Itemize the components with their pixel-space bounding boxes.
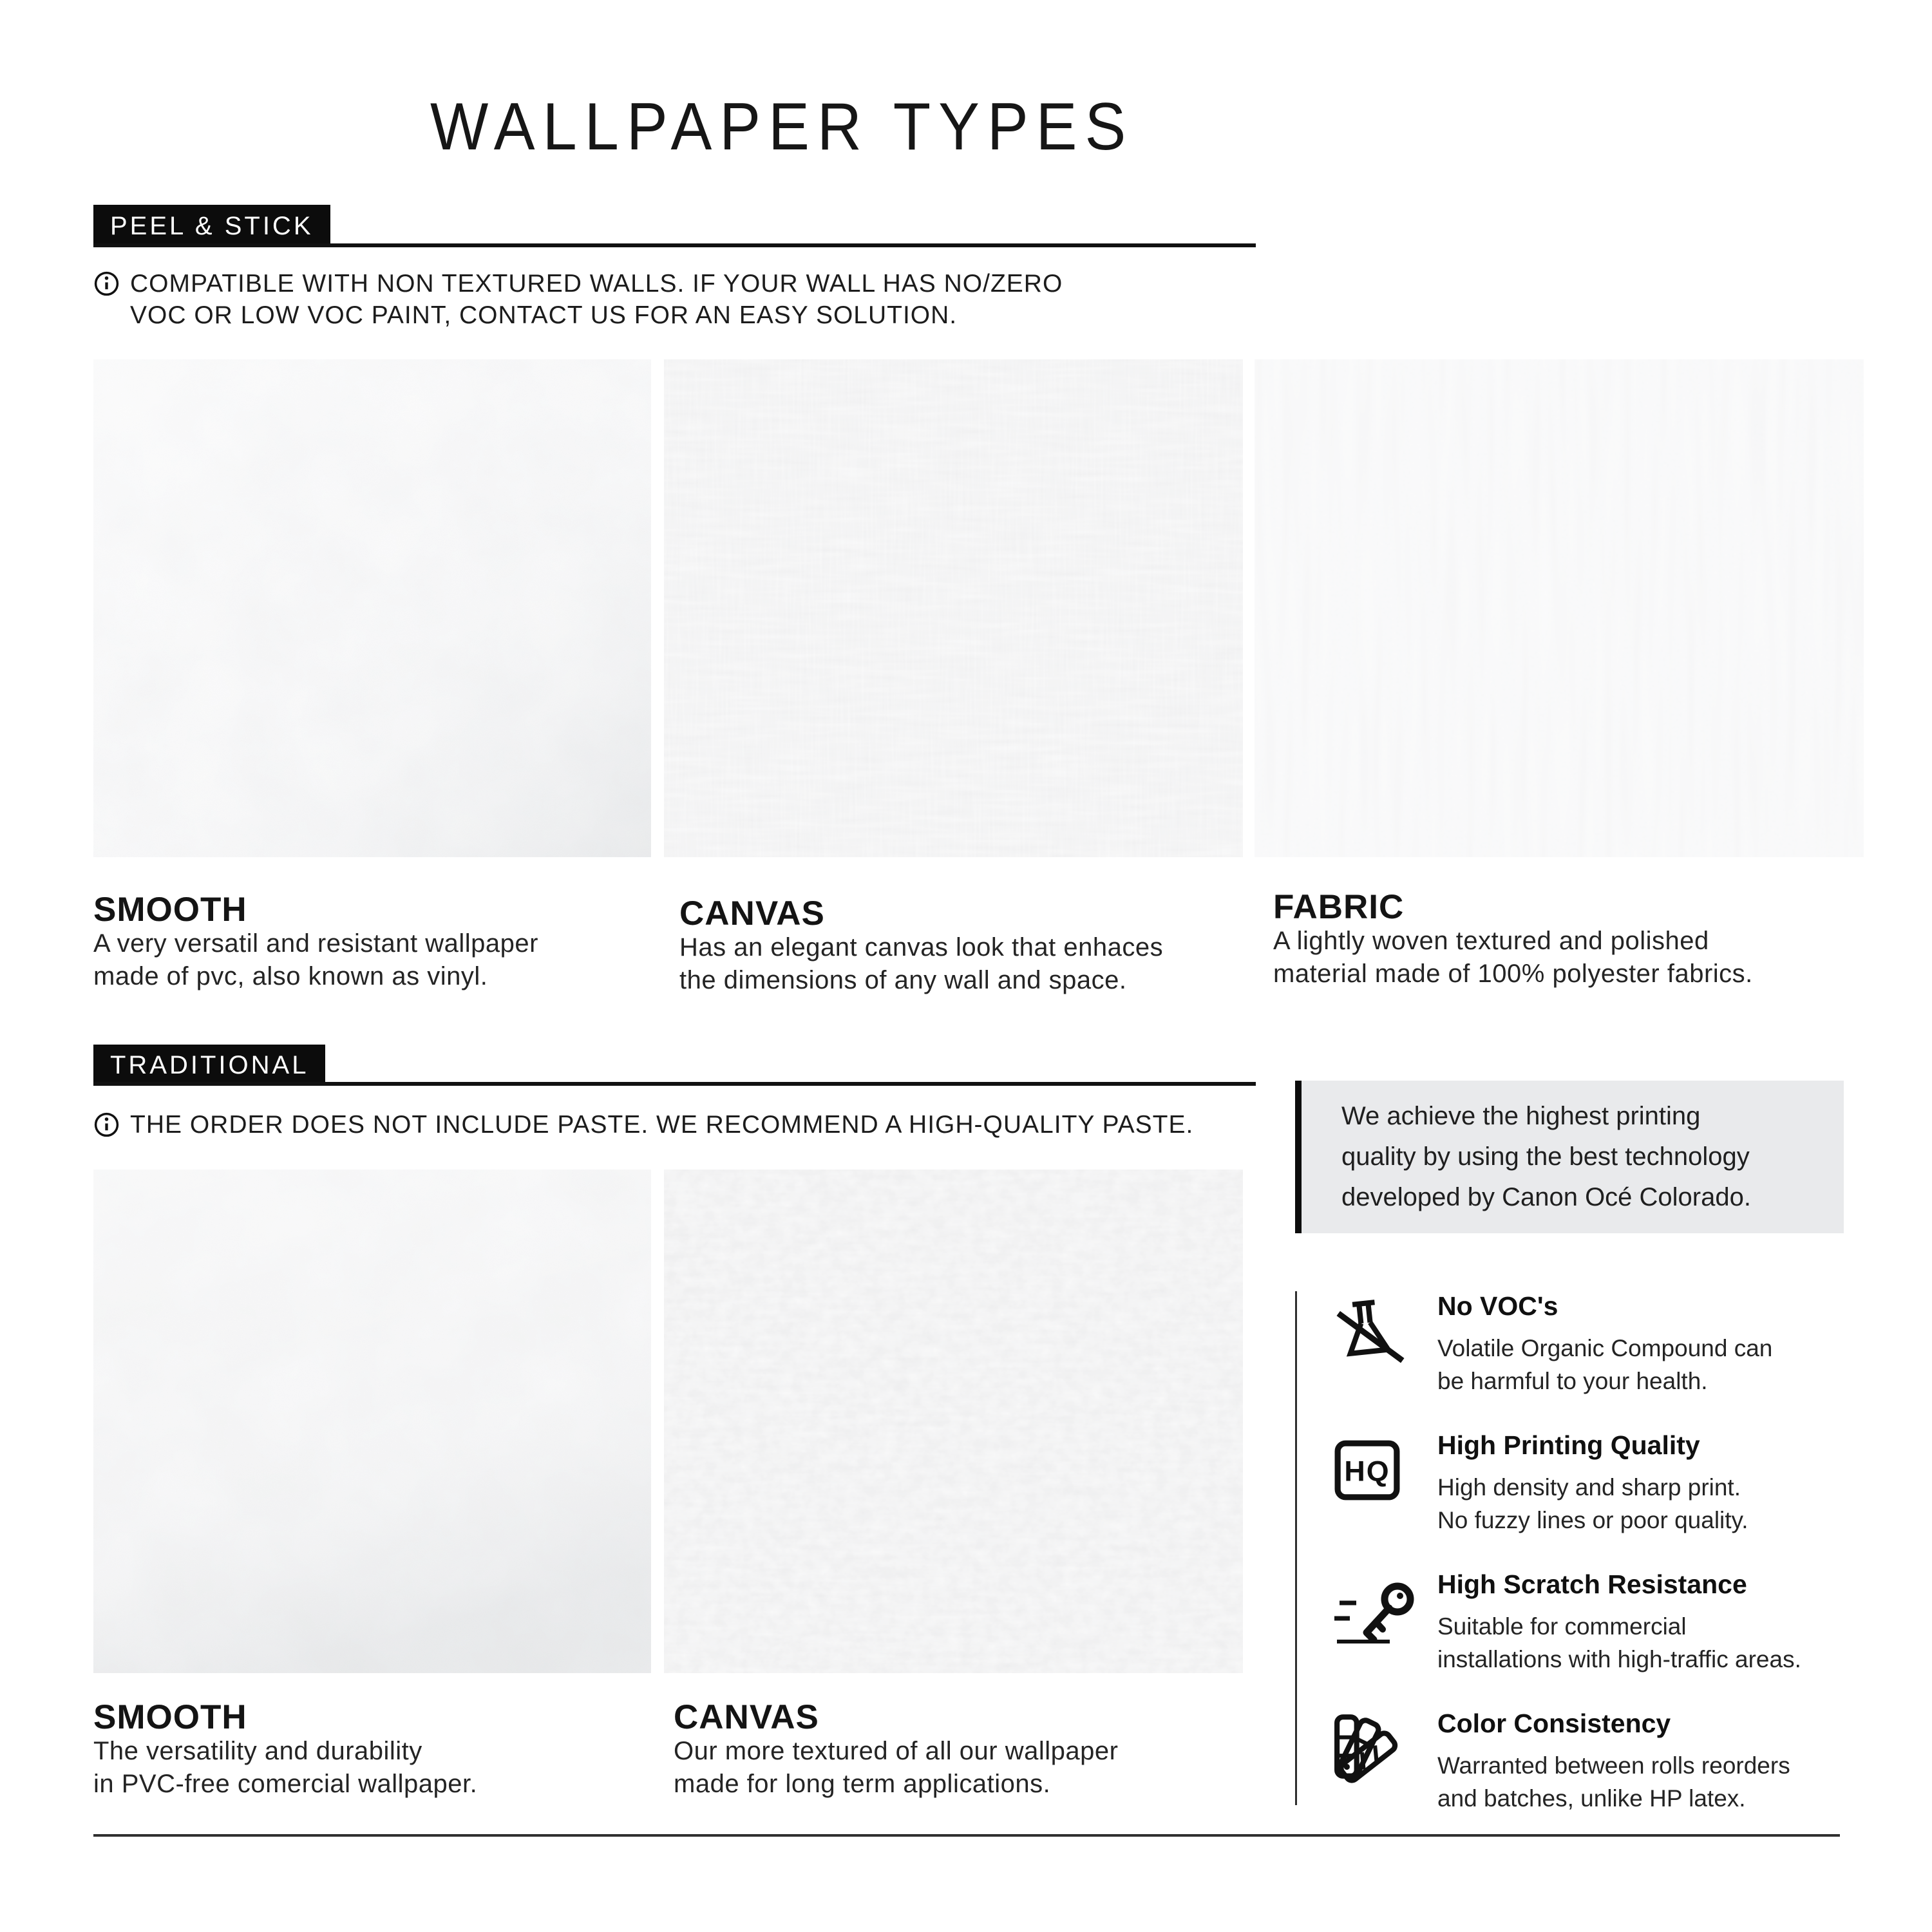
feature-high-scratch-resistance — [1333, 1569, 1801, 1676]
swatch-description-line: made of pvc, also known as vinyl. — [93, 962, 488, 990]
quality-line: quality by using the best technology — [1341, 1142, 1750, 1171]
swatch-title-canvas: CANVAS — [679, 895, 825, 933]
page-title: WALLPAPER TYPES — [430, 90, 1134, 164]
feature-no-voc — [1333, 1291, 1772, 1397]
swatch-title-smooth: SMOOTH — [93, 891, 247, 929]
swatch-description-line: Our more textured of all our wallpaper — [674, 1737, 1119, 1765]
section-rule-peel-stick — [93, 243, 1256, 247]
swatch-description-line: the dimensions of any wall and space. — [679, 966, 1127, 994]
feature-text — [1437, 1709, 1790, 1815]
swatch-image-peel-stick-fabric — [1255, 359, 1864, 857]
note-text — [130, 1109, 1193, 1146]
feature-description-line: installations with high-traffic areas. — [1437, 1646, 1801, 1672]
quality-line: developed by Canon Océ Colorado. — [1341, 1183, 1751, 1211]
color-swatches-icon — [1333, 1709, 1410, 1788]
swatch-description — [1273, 925, 1753, 990]
swatch-title-fabric: FABRIC — [1273, 888, 1405, 926]
feature-description-line: be harmful to your health. — [1437, 1368, 1708, 1394]
feature-high-printing-quality — [1333, 1430, 1748, 1537]
swatch-description — [93, 927, 538, 993]
feature-description-line: Warranted between rolls reorders — [1437, 1752, 1790, 1779]
feature-title: High Printing Quality — [1437, 1430, 1700, 1460]
feature-description-line: No fuzzy lines or poor quality. — [1437, 1507, 1748, 1533]
info-icon — [93, 1112, 120, 1146]
note-line: COMPATIBLE WITH NON TEXTURED WALLS. IF YOUR WALL HAS NO/ZERO — [130, 270, 1063, 298]
feature-color-consistency — [1333, 1709, 1790, 1815]
info-icon — [93, 270, 120, 331]
swatch-description-line: in PVC-free comercial wallpaper. — [93, 1770, 478, 1798]
swatch-title-canvas-traditional: CANVAS — [674, 1698, 819, 1736]
feature-title: Color Consistency — [1437, 1709, 1671, 1738]
quality-line: We achieve the highest printing — [1341, 1102, 1701, 1130]
feature-text — [1437, 1430, 1748, 1537]
swatch-image-peel-stick-canvas — [664, 359, 1243, 857]
features-divider-line — [1295, 1291, 1297, 1805]
peel-stick-note — [93, 268, 1063, 331]
feature-text — [1437, 1569, 1801, 1676]
section-label-peel-stick — [93, 205, 330, 247]
note-line: VOC OR LOW VOC PAINT, CONTACT US FOR AN EASY SOLUTION. — [130, 301, 958, 329]
section-label-traditional — [93, 1045, 325, 1086]
feature-title: High Scratch Resistance — [1437, 1569, 1747, 1599]
hq-badge-icon — [1333, 1430, 1410, 1510]
printing-quality-callout — [1295, 1081, 1844, 1233]
swatch-description-line: made for long term applications. — [674, 1770, 1051, 1798]
section-rule-traditional — [93, 1082, 1256, 1086]
note-line: THE ORDER DOES NOT INCLUDE PASTE. WE RECOMMEND A HIGH-QUALITY PASTE. — [130, 1111, 1194, 1139]
swatch-description-line: The versatility and durability — [93, 1737, 422, 1765]
feature-description-line: Volatile Organic Compound can — [1437, 1335, 1773, 1361]
feature-description-line: Suitable for commercial — [1437, 1613, 1687, 1640]
note-text — [130, 268, 1063, 331]
feature-description-line: and batches, unlike HP latex. — [1437, 1785, 1746, 1812]
hq-badge-text: HQ — [1344, 1454, 1390, 1488]
feature-text — [1437, 1291, 1772, 1397]
scratch-key-icon — [1333, 1569, 1410, 1654]
swatch-image-traditional-smooth — [93, 1170, 651, 1673]
traditional-note — [93, 1109, 1193, 1146]
section-label-text: PEEL & STICK — [110, 211, 314, 240]
swatch-description-line: A lightly woven textured and polished — [1273, 927, 1709, 955]
footer-rule — [93, 1834, 1840, 1837]
swatch-title-smooth-traditional: SMOOTH — [93, 1698, 247, 1736]
swatch-description — [674, 1735, 1118, 1801]
swatch-image-peel-stick-smooth — [93, 359, 651, 857]
swatch-description-line: Has an elegant canvas look that enhaces — [679, 933, 1164, 961]
no-voc-flask-icon — [1333, 1291, 1410, 1378]
swatch-description — [679, 931, 1163, 997]
feature-title: No VOC's — [1437, 1291, 1558, 1321]
section-label-text: TRADITIONAL — [110, 1050, 309, 1079]
swatch-description-line: A very versatil and resistant wallpaper — [93, 929, 538, 958]
swatch-image-traditional-canvas — [664, 1170, 1243, 1673]
swatch-description — [93, 1735, 477, 1801]
swatch-description-line: material made of 100% polyester fabrics. — [1273, 960, 1753, 988]
feature-description-line: High density and sharp print. — [1437, 1474, 1741, 1501]
